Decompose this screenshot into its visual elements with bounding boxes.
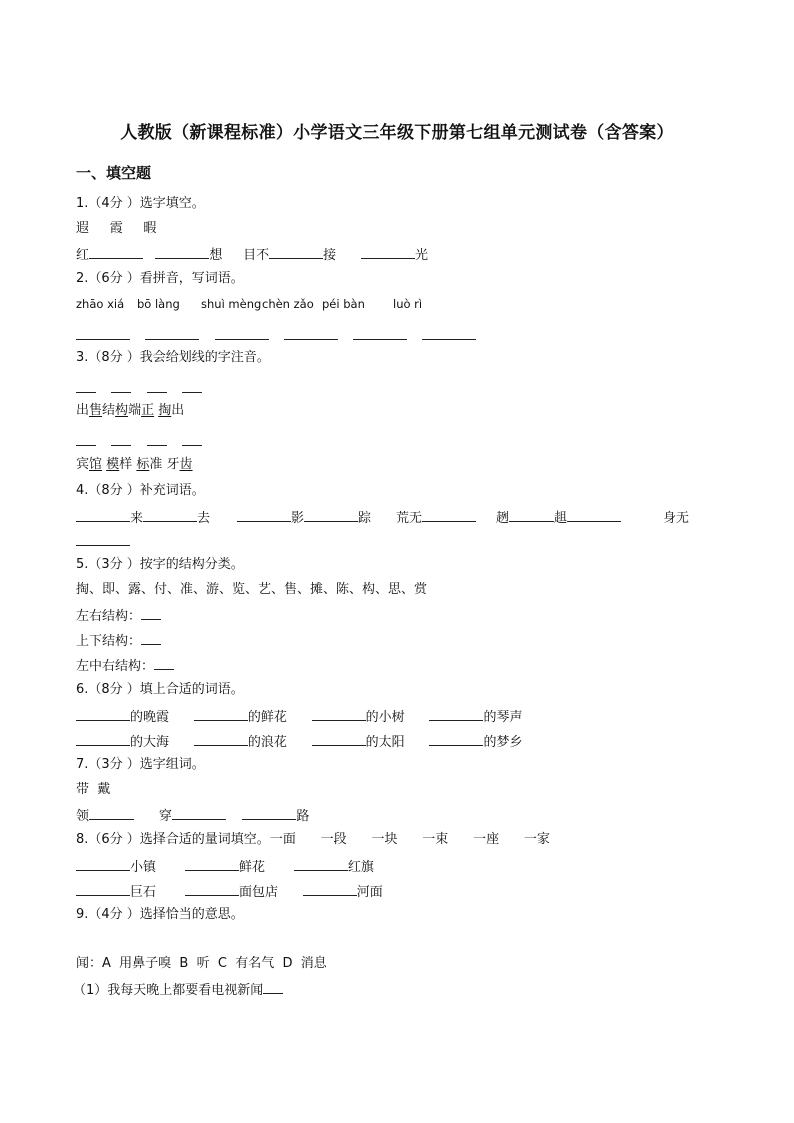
q3-underlined-char: 正 (141, 403, 155, 418)
answer-blank[interactable] (429, 707, 483, 721)
answer-blank[interactable] (215, 326, 269, 340)
q3-underlined-char: 模 (106, 457, 120, 472)
answer-blank[interactable] (154, 656, 174, 670)
q1-item: 光 (414, 248, 428, 263)
answer-blank[interactable] (89, 806, 134, 820)
q6-word: 的琴声 (483, 710, 523, 725)
q2-pinyin: bō làng (137, 297, 180, 311)
answer-blank[interactable] (147, 432, 167, 446)
q8-header-line (76, 831, 550, 849)
answer-blank[interactable] (194, 732, 248, 746)
answer-blank[interactable] (303, 882, 357, 896)
q2-header: 2.（6分 ）看拼音，写词语。 (76, 271, 244, 286)
q4-word: 来 (130, 511, 144, 526)
q7-chars: 带 戴 (76, 782, 111, 797)
q1-blanks (76, 245, 428, 265)
answer-blank[interactable] (263, 980, 283, 994)
q4-header: 4.（8分 ）补充词语。 (76, 483, 205, 498)
answer-blank[interactable] (89, 245, 143, 259)
q4-word: 去 (197, 511, 211, 526)
q8-word: 鲜花 (238, 860, 265, 875)
answer-blank[interactable] (76, 732, 130, 746)
q4-word: 影 (291, 511, 305, 526)
answer-blank[interactable] (76, 882, 130, 896)
section-heading: 一、填空题 (76, 164, 152, 182)
answer-blank[interactable] (269, 245, 323, 259)
q6-row-2 (76, 731, 522, 750)
answer-blank[interactable] (111, 379, 131, 393)
answer-blank[interactable] (185, 857, 239, 871)
q2-pinyin: zhāo xiá (76, 297, 125, 311)
q3-char: 牙 (166, 457, 180, 472)
answer-blank[interactable] (237, 508, 291, 522)
answer-blank[interactable] (155, 245, 209, 259)
q3-char: 宾 (76, 457, 90, 472)
answer-blank[interactable] (76, 379, 96, 393)
q1-char: 暇 (143, 221, 157, 236)
q4-row (76, 507, 210, 526)
q2-pinyin: shuì mèng (201, 297, 262, 311)
q1-item: 红 (76, 248, 90, 263)
answer-blank[interactable] (147, 379, 167, 393)
q1-item: 目不 (243, 248, 270, 263)
q9-meanings: 闻：A 用鼻子嗅 B 听 C 有名气 D 消息 (76, 956, 327, 971)
q5-category (76, 631, 161, 651)
q6-word: 的大海 (130, 735, 170, 750)
q9-item (73, 980, 283, 1000)
answer-blank[interactable] (422, 508, 476, 522)
q3-char: 准 (149, 457, 163, 472)
q8-word: 面包店 (238, 885, 278, 900)
answer-blank[interactable] (141, 631, 161, 645)
q7-blanks (76, 806, 309, 826)
answer-blank[interactable] (172, 806, 226, 820)
q3-underlined-char: 掏 (158, 403, 172, 418)
q4-row (496, 507, 621, 526)
answer-blank[interactable] (111, 432, 131, 446)
q3-char: 出 (171, 403, 185, 418)
q9-header: 9.（4分 ）选择恰当的意思。 (76, 907, 244, 922)
answer-blank[interactable] (353, 326, 407, 340)
q8-option: 一面 (269, 832, 296, 847)
answer-blank[interactable] (194, 707, 248, 721)
q8-word: 巨石 (130, 885, 157, 900)
q5-category (76, 606, 161, 626)
q5-label: 上下结构： (76, 634, 142, 649)
q5-label: 左中右结构： (76, 659, 155, 674)
q3-char: 样 (119, 457, 133, 472)
q3-words-1 (76, 402, 184, 420)
answer-blank[interactable] (294, 857, 348, 871)
q3-underlined-char: 构 (115, 403, 129, 418)
q8-row-2 (76, 881, 383, 900)
document-title: 人教版（新课程标准）小学语文三年级下册第七组单元测试卷（含答案） (120, 123, 674, 143)
q7-item: 穿 (158, 809, 172, 824)
answer-blank[interactable] (361, 245, 415, 259)
q9-item-text: （1）我每天晚上都要看电视新闻 (73, 983, 264, 998)
q8-option: 一座 (473, 832, 500, 847)
q8-word: 红旗 (347, 860, 374, 875)
q8-word: 小镇 (130, 860, 157, 875)
q1-char: 遐 (76, 221, 90, 236)
q5-chars: 掏、即、露、付、准、游、览、艺、售、摊、陈、构、思、赏 (76, 582, 428, 597)
q8-option: 一段 (320, 832, 347, 847)
answer-blank[interactable] (304, 508, 358, 522)
answer-blank[interactable] (141, 606, 161, 620)
q6-word: 的小树 (365, 710, 405, 725)
answer-blank[interactable] (509, 508, 554, 522)
answer-blank[interactable] (76, 857, 130, 871)
q2-blanks (76, 325, 476, 344)
q3-pinyin-blanks-2 (76, 431, 202, 450)
q1-header: 1.（4分 ）选字填空。 (76, 196, 205, 211)
q3-char: 端 (128, 403, 142, 418)
q4-row (396, 507, 476, 526)
q1-options (76, 220, 156, 238)
q2-pinyin: chèn zǎo (262, 297, 314, 311)
q3-char: 结 (102, 403, 116, 418)
q6-word: 的晚霞 (130, 710, 170, 725)
q3-underlined-char: 售 (89, 403, 103, 418)
answer-blank[interactable] (567, 508, 621, 522)
q4-row (237, 507, 371, 526)
q4-word: 趔 (496, 511, 510, 526)
q3-underlined-char: 齿 (179, 457, 193, 472)
q8-header: 8.（6分 ）选择合适的量词填空。 (76, 832, 270, 847)
q4-word: 趄 (554, 511, 568, 526)
answer-blank[interactable] (76, 532, 130, 546)
q6-word: 的太阳 (365, 735, 405, 750)
q3-underlined-char: 馆 (89, 457, 103, 472)
answer-blank[interactable] (76, 508, 130, 522)
q4-word: 荒无 (396, 511, 423, 526)
answer-blank[interactable] (312, 707, 366, 721)
q3-header: 3.（8分 ）我会给划线的字注音。 (76, 350, 270, 365)
q3-char: 出 (76, 403, 90, 418)
q3-pinyin-blanks-1 (76, 378, 202, 397)
q6-word: 的梦乡 (483, 735, 523, 750)
answer-blank[interactable] (422, 326, 476, 340)
answer-blank[interactable] (76, 432, 96, 446)
q7-header: 7.（3分 ）选字组词。 (76, 757, 205, 772)
q4-word: 踪 (358, 511, 372, 526)
answer-blank[interactable] (284, 326, 338, 340)
q6-header: 6.（8分 ）填上合适的词语。 (76, 682, 244, 697)
q7-item: 路 (296, 809, 310, 824)
q7-item: 领 (76, 809, 90, 824)
q8-row-1 (76, 856, 374, 875)
q5-category (76, 656, 174, 676)
answer-blank[interactable] (242, 806, 296, 820)
answer-blank[interactable] (76, 326, 130, 340)
answer-blank[interactable] (312, 732, 366, 746)
q5-header: 5.（3分 ）按字的结构分类。 (76, 557, 244, 572)
answer-blank[interactable] (143, 508, 197, 522)
q8-option: 一家 (523, 832, 550, 847)
answer-blank[interactable] (429, 732, 483, 746)
q6-word: 的鲜花 (247, 710, 287, 725)
q8-option: 一块 (371, 832, 398, 847)
q1-char: 霞 (109, 221, 123, 236)
q6-word: 的浪花 (247, 735, 287, 750)
answer-blank[interactable] (145, 326, 199, 340)
q2-pinyin: luò rì (393, 297, 423, 311)
answer-blank[interactable] (76, 707, 130, 721)
q5-label: 左右结构： (76, 609, 142, 624)
q8-word: 河面 (356, 885, 383, 900)
q6-row-1 (76, 706, 522, 725)
q3-underlined-char: 标 (136, 457, 150, 472)
answer-blank[interactable] (185, 882, 239, 896)
q8-option: 一束 (422, 832, 449, 847)
q1-item: 接 (323, 248, 337, 263)
q2-pinyin: péi bàn (322, 297, 365, 311)
answer-blank[interactable] (182, 432, 202, 446)
answer-blank[interactable] (182, 379, 202, 393)
q4-word: 身无 (663, 511, 690, 526)
q1-item: 想 (209, 248, 223, 263)
q3-words-2 (76, 456, 193, 474)
q4-overflow (76, 531, 130, 550)
